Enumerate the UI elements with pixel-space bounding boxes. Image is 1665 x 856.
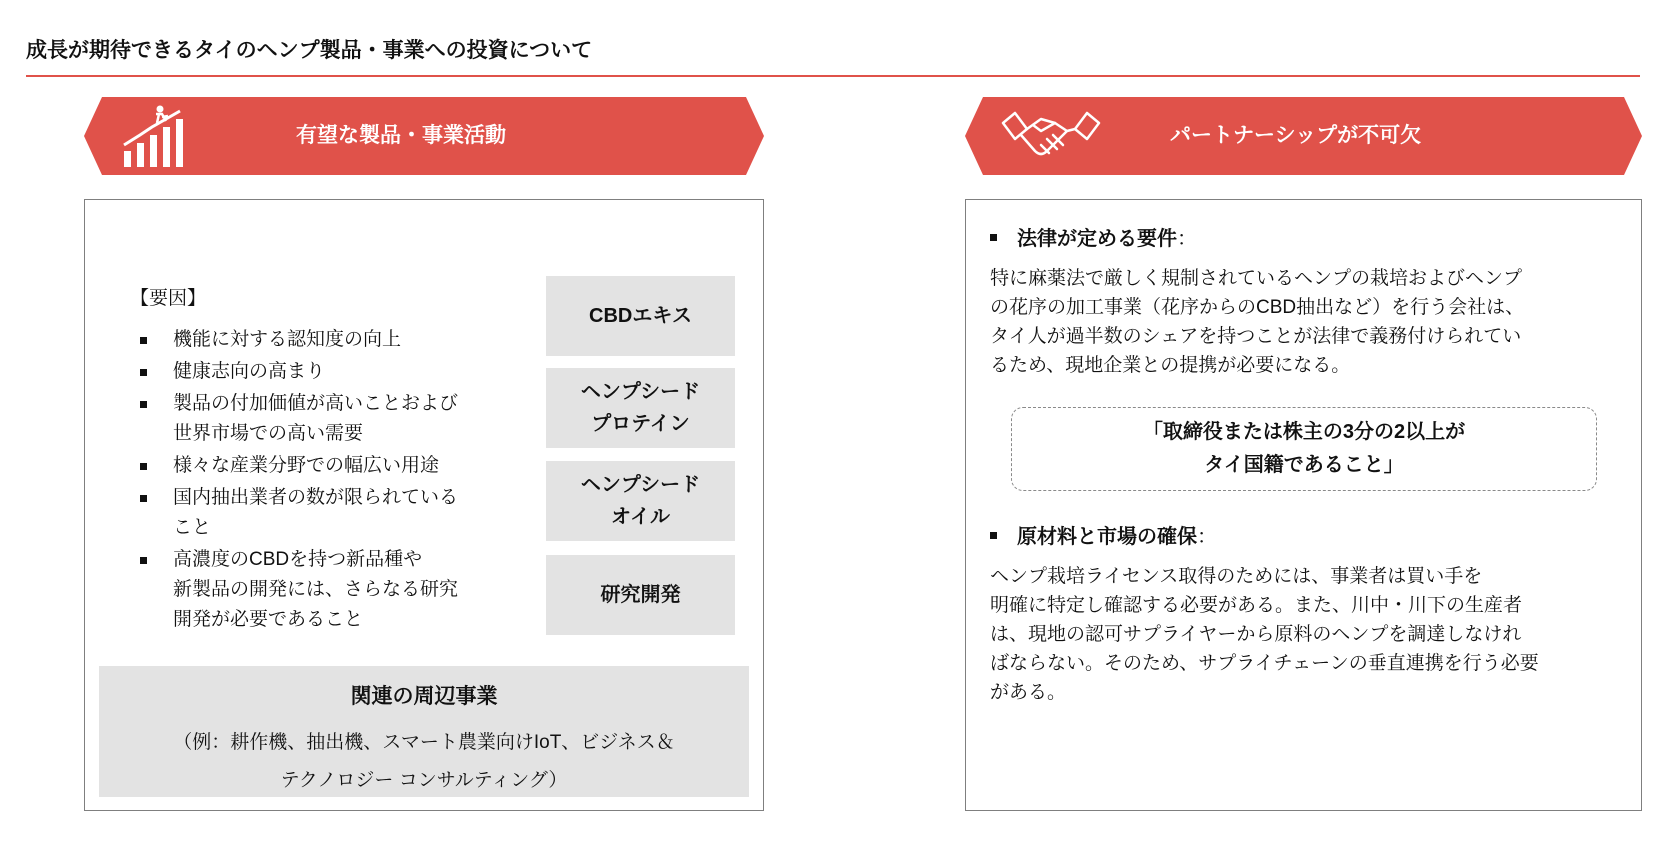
- bullet: [990, 532, 997, 539]
- ownership-requirement-callout: 「取締役または株主の3分の2以上が タイ国籍であること」: [1011, 407, 1597, 491]
- related-business-examples: （例：耕作機、抽出機、スマート農業向けIoT、ビジネス＆ テクノロジー コンサルティング）: [173, 732, 675, 791]
- section-heading-text: 法律が定める要件: [1017, 228, 1177, 250]
- product-hempseed-oil: ヘンプシード オイル: [546, 461, 735, 541]
- banner-title: 有望な製品・事業活動: [296, 124, 506, 147]
- legal-requirements-heading: [990, 222, 1197, 251]
- list-item: 製品の付加価値が高いことおよび 世界市場での高い需要: [140, 389, 540, 449]
- list-item: 機能に対する認知度の向上: [140, 325, 540, 355]
- promising-products-banner: [84, 97, 764, 175]
- section-heading-text: 原材料と市場の確保: [1017, 526, 1197, 548]
- list-item: 健康志向の高まり: [140, 357, 540, 387]
- materials-market-body: ヘンプ栽培ライセンス取得のためには、事業者は買い手を 明確に特定し確認する必要がある。また、川中・川下の生産者 は、現地の認可サプライヤーから原料のヘンプを調達しなけれ ばならない。そのため、サプライチェーンの垂直連携を行う必要 がある。: [990, 566, 1539, 703]
- related-business-title: 関連の周辺事業: [350, 685, 498, 708]
- growth-chart-icon: [120, 105, 190, 169]
- heading-colon: ：: [1177, 228, 1197, 250]
- product-hempseed-protein: ヘンプシード プロテイン: [546, 368, 735, 448]
- heading-colon: ：: [1197, 526, 1217, 548]
- legal-requirements-body: 特に麻薬法で厳しく規制されているヘンプの栽培およびヘンプ の花序の加工事業（花序からのCBD抽出など）を行う会社は、 タイ人が過半数のシェアを持つことが法律で義務付けられてい るため、現地企業との提携が必要になる。: [990, 268, 1525, 376]
- partnership-banner: [965, 97, 1642, 175]
- banner-title: パートナーシップが不可欠: [1170, 124, 1422, 147]
- product-cbd-extract: CBDエキス: [546, 276, 735, 356]
- related-business-box: [99, 666, 749, 797]
- factors-heading: 【要因】: [130, 288, 207, 309]
- materials-market-heading: [990, 520, 1217, 549]
- page-title: 成長が期待できるタイのヘンプ製品・事業への投資について: [26, 39, 593, 62]
- list-item: 高濃度のCBDを持つ新品種や 新製品の開発には、さらなる研究 開発が必要であること: [140, 545, 540, 635]
- title-divider: [26, 75, 1640, 77]
- handshake-icon: [1001, 109, 1101, 163]
- list-item: 国内抽出業者の数が限られている こと: [140, 483, 540, 543]
- bullet: [990, 234, 997, 241]
- factors-list: [140, 325, 540, 637]
- product-r-and-d: 研究開発: [546, 555, 735, 635]
- list-item: 様々な産業分野での幅広い用途: [140, 451, 540, 481]
